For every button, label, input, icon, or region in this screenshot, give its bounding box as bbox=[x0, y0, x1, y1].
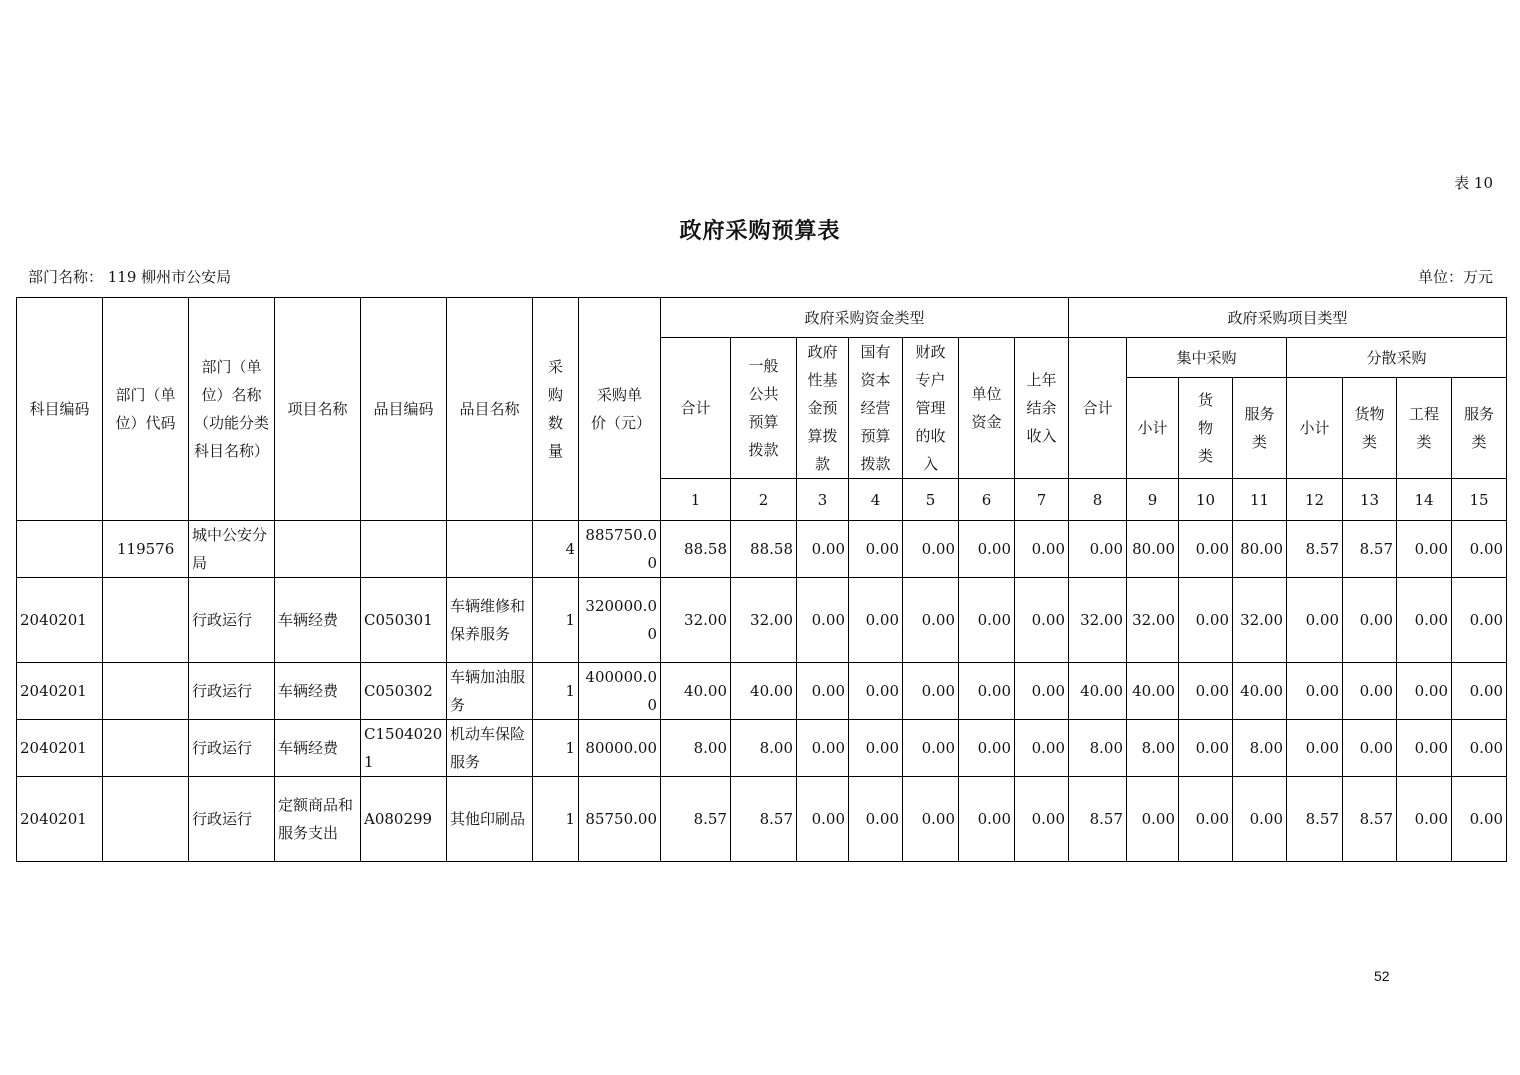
cell-value: 32.00 bbox=[1127, 578, 1179, 663]
cell-value: 0.00 bbox=[903, 578, 959, 663]
cell-value: 0.00 bbox=[1179, 578, 1233, 663]
project-type-group: 政府采购项目类型 bbox=[1069, 298, 1507, 338]
cell-value: 40.00 bbox=[1233, 663, 1287, 720]
col-special-account: 财政专户管理的收入 bbox=[903, 338, 959, 479]
cell-value: 0.00 bbox=[849, 578, 903, 663]
cell-value: 0.00 bbox=[1397, 720, 1452, 777]
col-d-works: 工程类 bbox=[1397, 378, 1452, 479]
cell-value: 8.57 bbox=[1343, 777, 1397, 862]
col-number: 4 bbox=[849, 479, 903, 521]
cell-value: 0.00 bbox=[1015, 720, 1069, 777]
cell-dept-name: 行政运行 bbox=[189, 663, 275, 720]
cell-value: 8.00 bbox=[1127, 720, 1179, 777]
col-dept-code: 部门（单位）代码 bbox=[103, 298, 189, 521]
cell-value: 0.00 bbox=[849, 720, 903, 777]
cell-dept-code bbox=[103, 663, 189, 720]
cell-item-code: A080299 bbox=[361, 777, 447, 862]
cell-dept-code bbox=[103, 578, 189, 663]
col-number: 5 bbox=[903, 479, 959, 521]
cell-value: 88.58 bbox=[661, 521, 731, 578]
page-title: 政府采购预算表 bbox=[679, 218, 841, 244]
cell-dept-code bbox=[103, 720, 189, 777]
cell-dept-code bbox=[103, 777, 189, 862]
cell-value: 0.00 bbox=[1069, 521, 1127, 578]
col-unit-fund: 单位资金 bbox=[959, 338, 1015, 479]
cell-item-name: 车辆维修和保养服务 bbox=[447, 578, 533, 663]
cell-item-name: 机动车保险服务 bbox=[447, 720, 533, 777]
cell-value: 0.00 bbox=[1127, 777, 1179, 862]
col-d-goods: 货物类 bbox=[1343, 378, 1397, 479]
cell-dept-name: 城中公安分局 bbox=[189, 521, 275, 578]
cell-quantity: 1 bbox=[533, 720, 579, 777]
cell-value: 40.00 bbox=[1069, 663, 1127, 720]
cell-value: 32.00 bbox=[1069, 578, 1127, 663]
col-general-budget: 一般公共预算拨款 bbox=[731, 338, 797, 479]
col-number: 8 bbox=[1069, 479, 1127, 521]
cell-item-code: C050301 bbox=[361, 578, 447, 663]
cell-value: 0.00 bbox=[1179, 720, 1233, 777]
cell-project-name: 车辆经费 bbox=[275, 720, 361, 777]
col-number: 12 bbox=[1287, 479, 1343, 521]
cell-value: 0.00 bbox=[797, 521, 849, 578]
department-name: 部门名称： 119 柳州市公安局 bbox=[28, 268, 232, 286]
cell-item-name: 其他印刷品 bbox=[447, 777, 533, 862]
cell-value: 0.00 bbox=[849, 521, 903, 578]
cell-value: 0.00 bbox=[1452, 521, 1507, 578]
cell-item-name bbox=[447, 521, 533, 578]
cell-value: 8.57 bbox=[1287, 777, 1343, 862]
cell-value: 0.00 bbox=[1179, 521, 1233, 578]
cell-subject-code: 2040201 bbox=[17, 578, 103, 663]
cell-item-name: 车辆加油服务 bbox=[447, 663, 533, 720]
cell-value: 80.00 bbox=[1233, 521, 1287, 578]
cell-value: 0.00 bbox=[959, 521, 1015, 578]
cell-value: 0.00 bbox=[1015, 521, 1069, 578]
cell-value: 0.00 bbox=[797, 777, 849, 862]
cell-value: 8.57 bbox=[661, 777, 731, 862]
col-subject-code: 科目编码 bbox=[17, 298, 103, 521]
fund-type-group: 政府采购资金类型 bbox=[661, 298, 1069, 338]
cell-dept-name: 行政运行 bbox=[189, 777, 275, 862]
cell-dept-name: 行政运行 bbox=[189, 578, 275, 663]
col-item-name: 品目名称 bbox=[447, 298, 533, 521]
cell-value: 0.00 bbox=[959, 663, 1015, 720]
col-number: 6 bbox=[959, 479, 1015, 521]
cell-value: 8.00 bbox=[731, 720, 797, 777]
cell-value: 0.00 bbox=[1397, 521, 1452, 578]
cell-value: 0.00 bbox=[903, 663, 959, 720]
cell-unit-price: 400000.00 bbox=[579, 663, 661, 720]
cell-value: 0.00 bbox=[1397, 663, 1452, 720]
cell-quantity: 1 bbox=[533, 578, 579, 663]
col-gov-fund: 政府性基金预算拨款 bbox=[797, 338, 849, 479]
cell-item-code: C15040201 bbox=[361, 720, 447, 777]
col-c-subtotal: 小计 bbox=[1127, 378, 1179, 479]
table-row bbox=[17, 663, 1507, 720]
cell-value: 8.00 bbox=[661, 720, 731, 777]
cell-value: 0.00 bbox=[797, 578, 849, 663]
cell-value: 8.00 bbox=[1233, 720, 1287, 777]
cell-project-name bbox=[275, 521, 361, 578]
cell-value: 0.00 bbox=[1452, 720, 1507, 777]
col-project-name: 项目名称 bbox=[275, 298, 361, 521]
col-number: 14 bbox=[1397, 479, 1452, 521]
col-number: 3 bbox=[797, 479, 849, 521]
cell-value: 0.00 bbox=[1397, 578, 1452, 663]
cell-quantity: 1 bbox=[533, 663, 579, 720]
centralized-group: 集中采购 bbox=[1127, 338, 1287, 378]
cell-project-name: 定额商品和服务支出 bbox=[275, 777, 361, 862]
cell-unit-price: 85750.00 bbox=[579, 777, 661, 862]
decentralized-group: 分散采购 bbox=[1287, 338, 1507, 378]
cell-value: 0.00 bbox=[1343, 578, 1397, 663]
cell-value: 0.00 bbox=[1287, 578, 1343, 663]
col-number: 7 bbox=[1015, 479, 1069, 521]
cell-value: 0.00 bbox=[1452, 777, 1507, 862]
cell-value: 0.00 bbox=[903, 777, 959, 862]
cell-dept-code: 119576 bbox=[103, 521, 189, 578]
cell-dept-name: 行政运行 bbox=[189, 720, 275, 777]
cell-project-name: 车辆经费 bbox=[275, 578, 361, 663]
cell-quantity: 1 bbox=[533, 777, 579, 862]
col-number: 11 bbox=[1233, 479, 1287, 521]
col-unit-price: 采购单价（元） bbox=[579, 298, 661, 521]
col-state-capital: 国有资本经营预算拨款 bbox=[849, 338, 903, 479]
cell-value: 0.00 bbox=[1287, 663, 1343, 720]
col-number: 10 bbox=[1179, 479, 1233, 521]
col-number: 1 bbox=[661, 479, 731, 521]
cell-value: 0.00 bbox=[1287, 720, 1343, 777]
cell-value: 0.00 bbox=[1015, 777, 1069, 862]
cell-value: 0.00 bbox=[903, 720, 959, 777]
cell-value: 8.00 bbox=[1069, 720, 1127, 777]
col-dept-name: 部门（单位）名称（功能分类科目名称） bbox=[189, 298, 275, 521]
col-carryover: 上年结余收入 bbox=[1015, 338, 1069, 479]
cell-value: 0.00 bbox=[797, 663, 849, 720]
cell-value: 0.00 bbox=[959, 720, 1015, 777]
table-number: 表 10 bbox=[1454, 174, 1493, 192]
col-number: 15 bbox=[1452, 479, 1507, 521]
cell-project-name: 车辆经费 bbox=[275, 663, 361, 720]
cell-value: 8.57 bbox=[1287, 521, 1343, 578]
cell-value: 0.00 bbox=[959, 777, 1015, 862]
cell-value: 0.00 bbox=[1397, 777, 1452, 862]
cell-value: 0.00 bbox=[1015, 578, 1069, 663]
cell-value: 0.00 bbox=[849, 777, 903, 862]
col-number: 9 bbox=[1127, 479, 1179, 521]
cell-value: 32.00 bbox=[661, 578, 731, 663]
cell-value: 32.00 bbox=[1233, 578, 1287, 663]
col-d-subtotal: 小计 bbox=[1287, 378, 1343, 479]
col-d-service: 服务类 bbox=[1452, 378, 1507, 479]
page-number: 52 bbox=[1374, 968, 1390, 984]
cell-item-code: C050302 bbox=[361, 663, 447, 720]
table-row bbox=[17, 578, 1507, 663]
col-c-service: 服务类 bbox=[1233, 378, 1287, 479]
cell-value: 0.00 bbox=[1233, 777, 1287, 862]
cell-subject-code: 2040201 bbox=[17, 720, 103, 777]
cell-value: 0.00 bbox=[1452, 578, 1507, 663]
table-row bbox=[17, 521, 1507, 578]
cell-unit-price: 320000.00 bbox=[579, 578, 661, 663]
col-fund-total: 合计 bbox=[661, 338, 731, 479]
unit-label: 单位：万元 bbox=[1417, 268, 1493, 286]
cell-unit-price: 885750.00 bbox=[579, 521, 661, 578]
cell-subject-code bbox=[17, 521, 103, 578]
cell-value: 0.00 bbox=[1343, 720, 1397, 777]
cell-value: 40.00 bbox=[731, 663, 797, 720]
cell-value: 0.00 bbox=[849, 663, 903, 720]
cell-value: 32.00 bbox=[731, 578, 797, 663]
col-quantity: 采购数量 bbox=[533, 298, 579, 521]
procurement-budget-table bbox=[16, 297, 1507, 862]
cell-value: 40.00 bbox=[661, 663, 731, 720]
cell-value: 0.00 bbox=[1179, 777, 1233, 862]
cell-value: 0.00 bbox=[959, 578, 1015, 663]
cell-value: 0.00 bbox=[1179, 663, 1233, 720]
cell-value: 8.57 bbox=[1343, 521, 1397, 578]
cell-unit-price: 80000.00 bbox=[579, 720, 661, 777]
cell-quantity: 4 bbox=[533, 521, 579, 578]
cell-item-code bbox=[361, 521, 447, 578]
col-proj-total: 合计 bbox=[1069, 338, 1127, 479]
col-item-code: 品目编码 bbox=[361, 298, 447, 521]
table-row bbox=[17, 720, 1507, 777]
cell-value: 0.00 bbox=[1343, 663, 1397, 720]
col-number: 2 bbox=[731, 479, 797, 521]
cell-value: 88.58 bbox=[731, 521, 797, 578]
cell-value: 40.00 bbox=[1127, 663, 1179, 720]
cell-value: 8.57 bbox=[1069, 777, 1127, 862]
cell-subject-code: 2040201 bbox=[17, 777, 103, 862]
cell-value: 0.00 bbox=[903, 521, 959, 578]
col-number: 13 bbox=[1343, 479, 1397, 521]
col-c-goods: 货物类 bbox=[1179, 378, 1233, 479]
cell-subject-code: 2040201 bbox=[17, 663, 103, 720]
cell-value: 8.57 bbox=[731, 777, 797, 862]
cell-value: 0.00 bbox=[1452, 663, 1507, 720]
table-row bbox=[17, 777, 1507, 862]
cell-value: 0.00 bbox=[797, 720, 849, 777]
cell-value: 0.00 bbox=[1015, 663, 1069, 720]
cell-value: 80.00 bbox=[1127, 521, 1179, 578]
